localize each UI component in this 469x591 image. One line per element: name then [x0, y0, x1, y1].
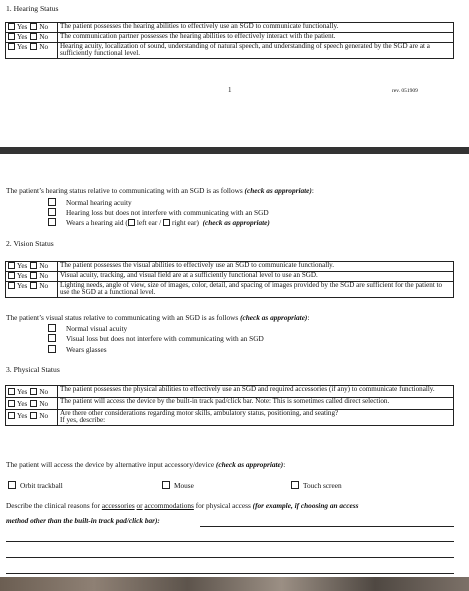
no-checkbox[interactable] [30, 388, 37, 395]
yes-checkbox[interactable] [8, 43, 15, 50]
vision-option: Visual loss but does not interfere with communicating with an SGD [48, 334, 264, 343]
yes-checkbox[interactable] [8, 33, 15, 40]
vision-status-prompt: The patient’s visual status relative to communicating with an SGD is as follows (check as appropriate): [6, 313, 310, 322]
row-text: The patient possesses the physical abilities to effectively use an SGD and required accessories (if any) to communicate functionally. [58, 386, 454, 398]
table-row: Yes No The communication partner possesses the hearing abilities to effectively interact with the patient. [6, 32, 454, 42]
hearing-option: Hearing loss but does not interfere with communicating with an SGD [48, 208, 269, 217]
table-row: Yes No The patient will access the device by the built-in track pad/click bar. Note: This is sometimes called direct selection. [6, 397, 454, 409]
table-row: Yes No Visual acuity, tracking, and visual field are at a sufficiently functional level to use an SGD. [6, 271, 454, 281]
access-option: Orbit trackball [8, 481, 63, 490]
option-checkbox[interactable] [162, 481, 170, 489]
row-text: Visual acuity, tracking, and visual field are at a sufficiently functional level to use an SGD. [58, 271, 454, 281]
option-checkbox[interactable] [48, 208, 56, 216]
answer-line[interactable] [6, 541, 454, 542]
hearing-section-title: 1. Hearing Status [6, 4, 59, 13]
option-checkbox[interactable] [48, 334, 56, 342]
describe-prompt-line2: method other than the built-in track pad/click bar): [6, 516, 160, 525]
vision-table [5, 261, 454, 298]
option-checkbox[interactable] [291, 481, 299, 489]
taskbar-strip [0, 577, 469, 591]
page-number: 1 [228, 86, 232, 94]
yes-checkbox[interactable] [8, 388, 15, 395]
describe-prompt: Describe the clinical reasons for accessories or accommodations for physical access (for example, if choosing an access [6, 501, 359, 510]
yes-checkbox[interactable] [8, 412, 15, 419]
access-prompt: The patient will access the device by alternative input accessory/device (check as appropriate): [6, 460, 286, 469]
revision-label: rev. 051909 [392, 88, 418, 94]
no-checkbox[interactable] [30, 282, 37, 289]
option-checkbox[interactable] [8, 481, 16, 489]
row-text: Are there other considerations regarding motor skills, ambulatory status, positioning, and seating? If yes, describe: [58, 409, 454, 426]
right-ear-checkbox[interactable] [163, 219, 170, 226]
no-checkbox[interactable] [30, 43, 37, 50]
no-checkbox[interactable] [30, 23, 37, 30]
no-checkbox[interactable] [30, 412, 37, 419]
option-checkbox[interactable] [48, 345, 56, 353]
vision-section-title: 2. Vision Status [6, 239, 54, 248]
table-row: Yes No The patient possesses the physical abilities to effectively use an SGD and required accessories (if any) to communicate functionally. [6, 386, 454, 398]
answer-line[interactable] [6, 573, 454, 574]
hearing-status-prompt: The patient’s hearing status relative to communicating with an SGD is as follows (check as appropriate): [6, 186, 314, 195]
hearing-aid-option: Wears a hearing aid ( left ear / right ear) (check as appropriate) [48, 218, 270, 227]
option-checkbox[interactable] [48, 218, 56, 226]
yes-checkbox[interactable] [8, 23, 15, 30]
yes-checkbox[interactable] [8, 262, 15, 269]
table-row: Yes No Are there other considerations regarding motor skills, ambulatory status, positioning, and seating? If yes, describe: [6, 409, 454, 426]
row-text: The patient possesses the visual abilities to effectively use an SGD to communicate functionally. [58, 262, 454, 272]
no-checkbox[interactable] [30, 400, 37, 407]
access-option: Touch screen [291, 481, 342, 490]
table-row: Yes No The patient possesses the hearing abilities to effectively use an SGD to communicate functionally. [6, 23, 454, 33]
access-option: Mouse [162, 481, 194, 490]
yes-checkbox[interactable] [8, 282, 15, 289]
row-text: Lighting needs, angle of view, size of images, color, detail, and spacing of images provided by the SGD are sufficient for the patient to use the SGD at a functional level. [58, 281, 454, 298]
option-checkbox[interactable] [48, 324, 56, 332]
physical-section-title: 3. Physical Status [6, 365, 60, 374]
answer-line[interactable] [200, 526, 454, 527]
vision-option: Wears glasses [48, 345, 107, 354]
yes-checkbox[interactable] [8, 400, 15, 407]
table-row: Yes No Hearing acuity, localization of sound, understanding of natural speech, and understanding of speech generated by the SGD are at a sufficiently functional level. [6, 42, 454, 59]
row-text: The patient possesses the hearing abilities to effectively use an SGD to communicate functionally. [58, 23, 454, 33]
yes-checkbox[interactable] [8, 272, 15, 279]
hearing-option: Normal hearing acuity [48, 198, 132, 207]
no-checkbox[interactable] [30, 33, 37, 40]
page-break [0, 147, 469, 154]
no-checkbox[interactable] [30, 272, 37, 279]
row-text: The patient will access the device by the built-in track pad/click bar. Note: This is sometimes called direct selection. [58, 397, 454, 409]
answer-line[interactable] [6, 557, 454, 558]
left-ear-checkbox[interactable] [128, 219, 135, 226]
table-row: Yes No Lighting needs, angle of view, size of images, color, detail, and spacing of images provided by the SGD are sufficient for the patient to use the SGD at a functional level. [6, 281, 454, 298]
table-row: Yes No The patient possesses the visual abilities to effectively use an SGD to communicate functionally. [6, 262, 454, 272]
option-checkbox[interactable] [48, 198, 56, 206]
row-text: Hearing acuity, localization of sound, understanding of natural speech, and understanding of speech generated by the SGD are at a sufficiently functional level. [58, 42, 454, 59]
vision-option: Normal visual acuity [48, 324, 127, 333]
no-checkbox[interactable] [30, 262, 37, 269]
hearing-table [5, 22, 454, 59]
physical-table [5, 385, 454, 426]
row-text: The communication partner possesses the hearing abilities to effectively interact with the patient. [58, 32, 454, 42]
